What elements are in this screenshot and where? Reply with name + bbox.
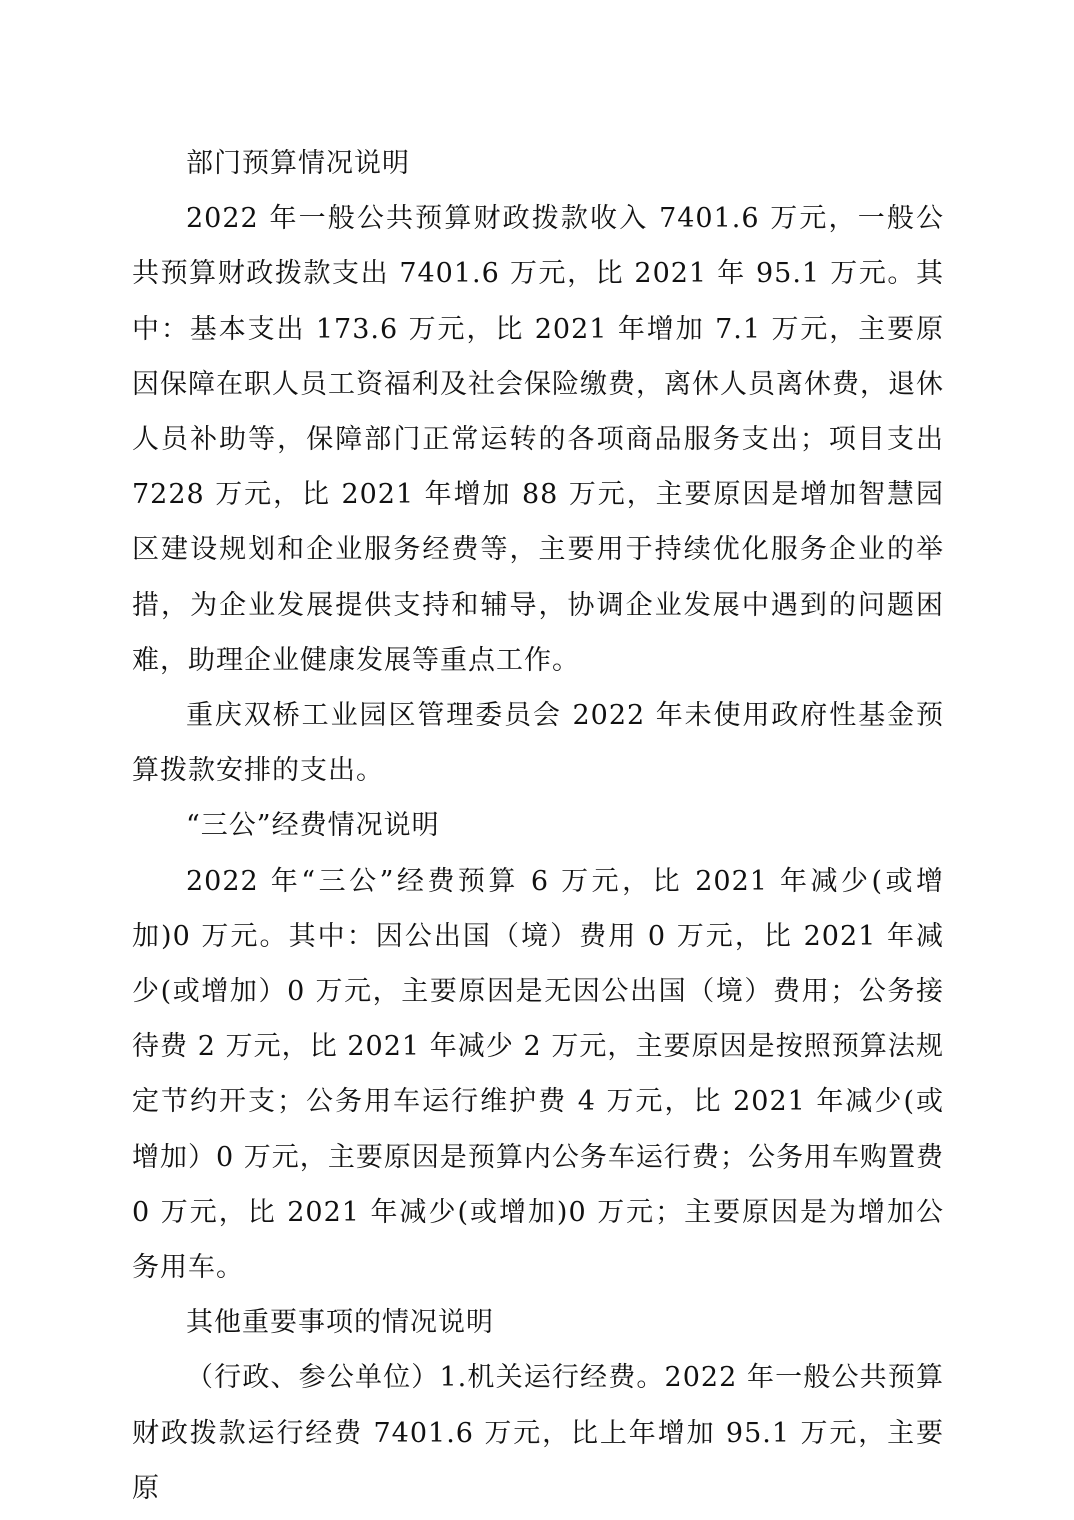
operating-funds-paragraph: （行政、参公单位）1.机关运行经费。2022 年一般公共预算财政拨款运行经费 7401.6 万元，比上年增加 95.1 万元，主要原 (132, 1362, 944, 1504)
three-public-paragraph: 2022 年“三公”经费预算 6 万元，比 2021 年减少(或增加)0 万元。其中：因公出国（境）费用 0 万元，比 2021 年减少(或增加）0 万元，主要原因是无因公出国（境）费用；公务接待费 2 万元，比 2021 年减少 2 万元，主要原因是按照预算法规定节约开支；公务用车运行维护费 4 万元，比 2021 年减少(或增加）0 万元，主要原因是预算内公务车运行费；公务用车购置费 0 万元，比 2021 年减少(或增加)0 万元；主要原因是为增加公务用车。 (132, 865, 944, 1284)
section-heading-other: 其他重要事项的情况说明 (186, 1307, 494, 1339)
government-fund-paragraph: 重庆双桥工业园区管理委员会 2022 年未使用政府性基金预算拨款安排的支出。 (132, 700, 944, 787)
document-body (132, 136, 944, 1516)
budget-paragraph: 2022 年一般公共预算财政拨款收入 7401.6 万元，一般公共预算财政拨款支出 7401.6 万元，比 2021 年 95.1 万元。其中：基本支出 173.6 万元，比 2021 年增加 7.1 万元，主要原因保障在职人员工资福利及社会保险缴费，离休人员离休费，退休人员补助等，保障部门正常运转的各项商品服务支出；项目支出 7228 万元，比 2021 年增加 88 万元，主要原因是增加智慧园区建设规划和企业服务经费等，主要用于持续优化服务企业的举措，为企业发展提供支持和辅导，协调企业发展中遇到的问题困难，助理企业健康发展等重点工作。 (132, 203, 944, 676)
section-heading-three-public: “三公”经费情况说明 (186, 810, 440, 842)
section-heading-budget: 部门预算情况说明 (186, 148, 410, 179)
